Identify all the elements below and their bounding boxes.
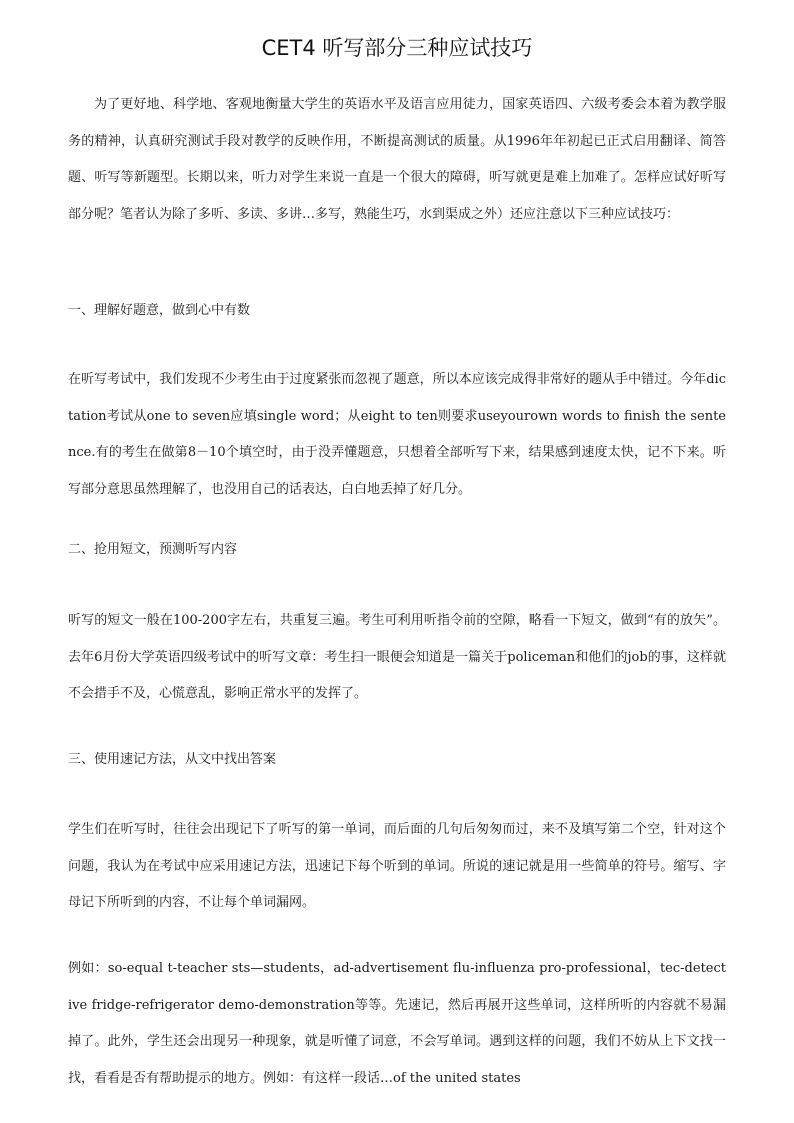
example-paragraph: 例如：so-equal t-teacher sts—students，ad-advertisement flu-influenza pro-professional，tec-detective fridge-refrigerator demo-demonstration等等。先速记，然后再展开这些单词，这样所听的内容就不易漏掉了。此外，学生还会出现另一种现象，就是听懂了词意，不会写单词。遇到这样的问题，我们不妨从上下文找一找，看看是否有帮助提示的地方。例如：有这样一段话…of the united states <box>68 961 726 1086</box>
section-3-heading: 三、使用速记方法，从文中找出答案 <box>68 752 277 767</box>
intro-paragraph: 为了更好地、科学地、客观地衡量大学生的英语水平及语言应用徒力，国家英语四、六级考委会本着为教学服务的精神，认真研究测试手段对教学的反映作用，不断提高测试的质量。从1996年年初起已正式启用翻译、简答题、听写等新题型。长期以来，听力对学生来说一直是一个很大的障碍，听写就更是难上加难了。怎样应试好听写部分呢？笔者认为除了多听、多读、多讲…多写，熟能生巧，水到渠成之外）还应注意以下三种应试技巧： <box>68 97 726 222</box>
document-title: CET4 听写部分三种应试技巧 <box>261 36 533 60</box>
section-2-heading: 二、抢用短文，预测听写内容 <box>68 542 238 557</box>
section-2-body: 听写的短文一般在100-200字左右，共重复三遍。考生可利用听指令前的空隙，略看一下短文，做到“有的放矢”。去年6月份大学英语四级考试中的听写文章：考生扫一眼便会知道是一篇关于policeman和他们的job的事，这样就不会措手不及，心慌意乱，影响正常水平的发挥了。 <box>68 613 726 701</box>
section-1-body: 在听写考试中，我们发现不少考生由于过度紧张而忽视了题意，所以本应该完成得非常好的题从手中错过。今年dictation考试从one to seven应填single word；从eight to ten则要求useyourown words to finish the sentence.有的考生在做第8－10个填空时，由于没弄懂题意，只想着全部听写下来，结果感到速度太快，记不下来。听写部分意思虽然理解了，也没用自己的话表达，白白地丢掉了好几分。 <box>68 372 726 497</box>
section-1-heading: 一、理解好题意，做到心中有数 <box>68 303 251 318</box>
section-3-body: 学生们在听写时，往往会出现记下了听写的第一单词，而后面的几句后匆匆而过，来不及填写第二个空，针对这个问题，我认为在考试中应采用速记方法，迅速记下每个听到的单词。所说的速记就是用一些简单的符号。缩写、字母记下所听到的内容，不让每个单词漏网。 <box>68 822 726 910</box>
